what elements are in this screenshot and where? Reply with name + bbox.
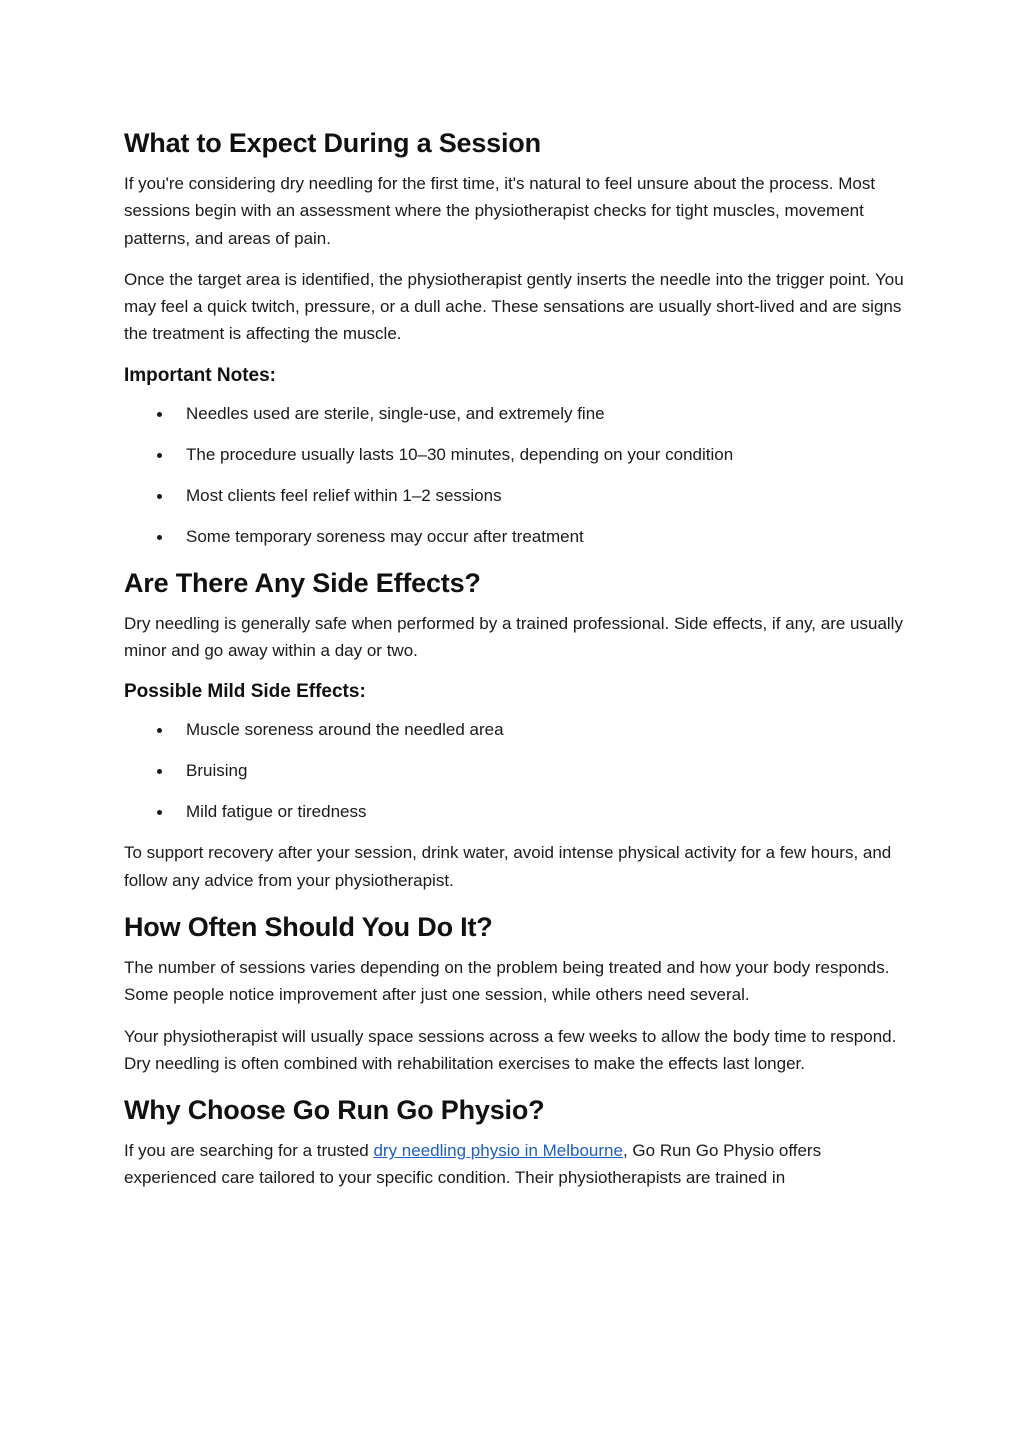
section-what-to-expect	[124, 124, 904, 550]
important-notes-list	[124, 400, 904, 550]
heading-side-effects: Are There Any Side Effects?	[124, 567, 481, 598]
text-before-link: If you are searching for a trusted	[124, 1141, 374, 1161]
heading-what-to-expect: What to Expect During a Session	[124, 128, 541, 158]
list-item: Needles used are sterile, single-use, and extremely fine	[124, 400, 904, 427]
section-side-effects	[124, 564, 904, 894]
paragraph-spacing: Your physiotherapist will usually space sessions across a few weeks to allow the body time to respond. Dry needling is often combined with rehabilitation exercises to make the effects last longer.	[124, 1026, 897, 1073]
text-after-link: , Go Run Go Physio offers experienced care tailored to your specific condition. Their physiotherapists are trained in	[124, 1141, 822, 1188]
list-item: Mild fatigue or tiredness	[124, 798, 904, 825]
list-item: Some temporary soreness may occur after treatment	[124, 523, 904, 550]
list-item: Bruising	[124, 757, 904, 784]
paragraph-recovery: To support recovery after your session, drink water, avoid intense physical activity for a few hours, and follow any advice from your physiotherapist.	[124, 843, 892, 890]
paragraph-2: Once the target area is identified, the physiotherapist gently inserts the needle into the trigger point. You may feel a quick twitch, pressure, or a dull ache. These sensations are usually short-lived and are signs the treatment is affecting the muscle.	[124, 269, 904, 344]
list-item: Most clients feel relief within 1–2 sessions	[124, 482, 904, 509]
paragraph-side-effects: Dry needling is generally safe when performed by a trained professional. Side effects, if any, are usually minor and go away within a day or two.	[124, 613, 903, 661]
paragraph-why-choose	[124, 1137, 904, 1192]
document-page	[124, 124, 904, 1206]
paragraph-sessions: The number of sessions varies depending on the problem being treated and how your body responds. Some people notice improvement after just one session, while others need several.	[124, 957, 890, 1005]
list-item: Muscle soreness around the needled area	[124, 716, 904, 743]
subheading-possible-side-effects: Possible Mild Side Effects:	[124, 681, 366, 703]
dry-needling-melbourne-link[interactable]: dry needling physio in Melbourne	[373, 1141, 623, 1161]
section-how-often	[124, 908, 904, 1077]
paragraph-1: If you're considering dry needling for the first time, it's natural to feel unsure about the process. Most sessions begin with an assessment where the physiotherapist checks for tight muscles, movement patterns, and areas of pain.	[124, 174, 876, 248]
list-item: The procedure usually lasts 10–30 minutes, depending on your condition	[124, 441, 904, 468]
side-effects-list	[124, 716, 904, 825]
section-why-choose	[124, 1091, 904, 1192]
heading-how-often: How Often Should You Do It?	[124, 911, 493, 942]
subheading-important-notes: Important Notes:	[124, 364, 276, 386]
heading-why-choose: Why Choose Go Run Go Physio?	[124, 1095, 545, 1126]
